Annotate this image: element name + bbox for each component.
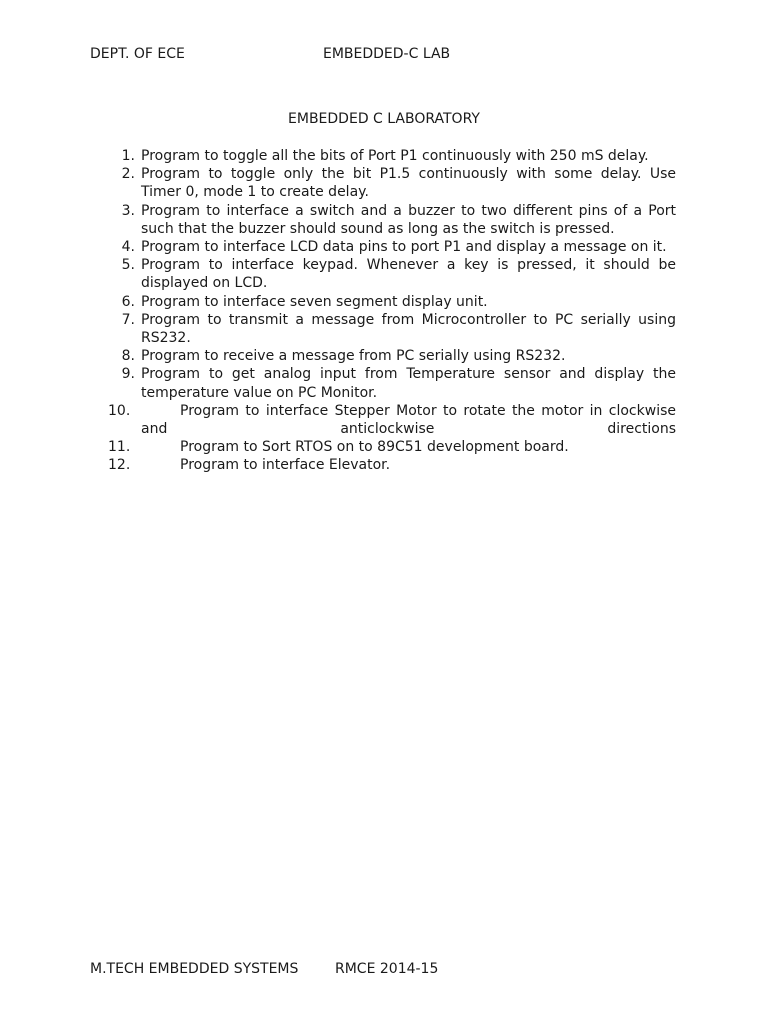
list-item-number: 6. [121, 293, 135, 310]
list-item-text: Program to get analog input from Temperature sensor and display the temperature value on PC Monitor. [141, 366, 676, 401]
list-item [108, 365, 676, 401]
list-item-text: Program to receive a message from PC serially using RS232. [141, 348, 566, 365]
list-item-number: 2. [121, 166, 135, 183]
list-item-text: Program to interface seven segment display unit. [141, 293, 488, 310]
page-title: EMBEDDED C LABORATORY [288, 111, 480, 127]
list-item [108, 438, 676, 456]
list-item-text: Program to toggle all the bits of Port P1 continuously with 250 mS delay. [141, 148, 649, 164]
header-department: DEPT. OF ECE [90, 46, 185, 62]
list-item-number: 7. [121, 311, 135, 328]
list-item [108, 293, 676, 311]
header-lab-name: EMBEDDED-C LAB [323, 46, 451, 62]
list-item-number: 1. [121, 148, 135, 164]
list-item-number: 10. [108, 402, 131, 419]
list-item-text: Program to interface a switch and a buzzer to two different pins of a Port such that the buzzer should sound as long as the switch is pressed. [141, 202, 676, 237]
list-item [108, 238, 676, 256]
list-item-text: Program to interface LCD data pins to port P1 and display a message on it. [141, 239, 667, 256]
footer-program: M.TECH EMBEDDED SYSTEMS [90, 961, 299, 977]
list-item [108, 147, 676, 165]
footer-college-year: RMCE 2014-15 [335, 961, 439, 977]
list-item-text: Program to transmit a message from Microcontroller to PC serially using RS232. [141, 311, 676, 347]
list-item-number: 8. [121, 348, 135, 365]
list-item [108, 202, 676, 238]
list-item [108, 311, 676, 347]
list-item-text: Program to interface keypad. Whenever a key is pressed, it should be displayed on LCD. [141, 257, 676, 292]
list-item-number: 3. [121, 202, 135, 219]
list-item-text: Program to Sort RTOS on to 89C51 development board. [180, 439, 569, 456]
list-item-text: Program to interface Stepper Motor to rotate the motor in clockwise and anticlockwise directions [141, 402, 676, 438]
list-item [108, 347, 676, 365]
list-item [108, 256, 676, 292]
list-item [108, 402, 676, 438]
list-item-number: 4. [121, 239, 135, 256]
list-item-number: 11. [108, 439, 131, 456]
list-item-text: Program to interface Elevator. [180, 457, 391, 474]
list-item-number: 5. [121, 257, 135, 274]
list-item [108, 456, 676, 474]
list-item [108, 165, 676, 201]
list-item-number: 12. [108, 457, 131, 474]
list-item-number: 9. [121, 366, 135, 383]
list-item-text: Program to toggle only the bit P1.5 continuously with some delay. Use Timer 0, mode 1 to create delay. [141, 166, 676, 201]
program-list [108, 147, 676, 475]
